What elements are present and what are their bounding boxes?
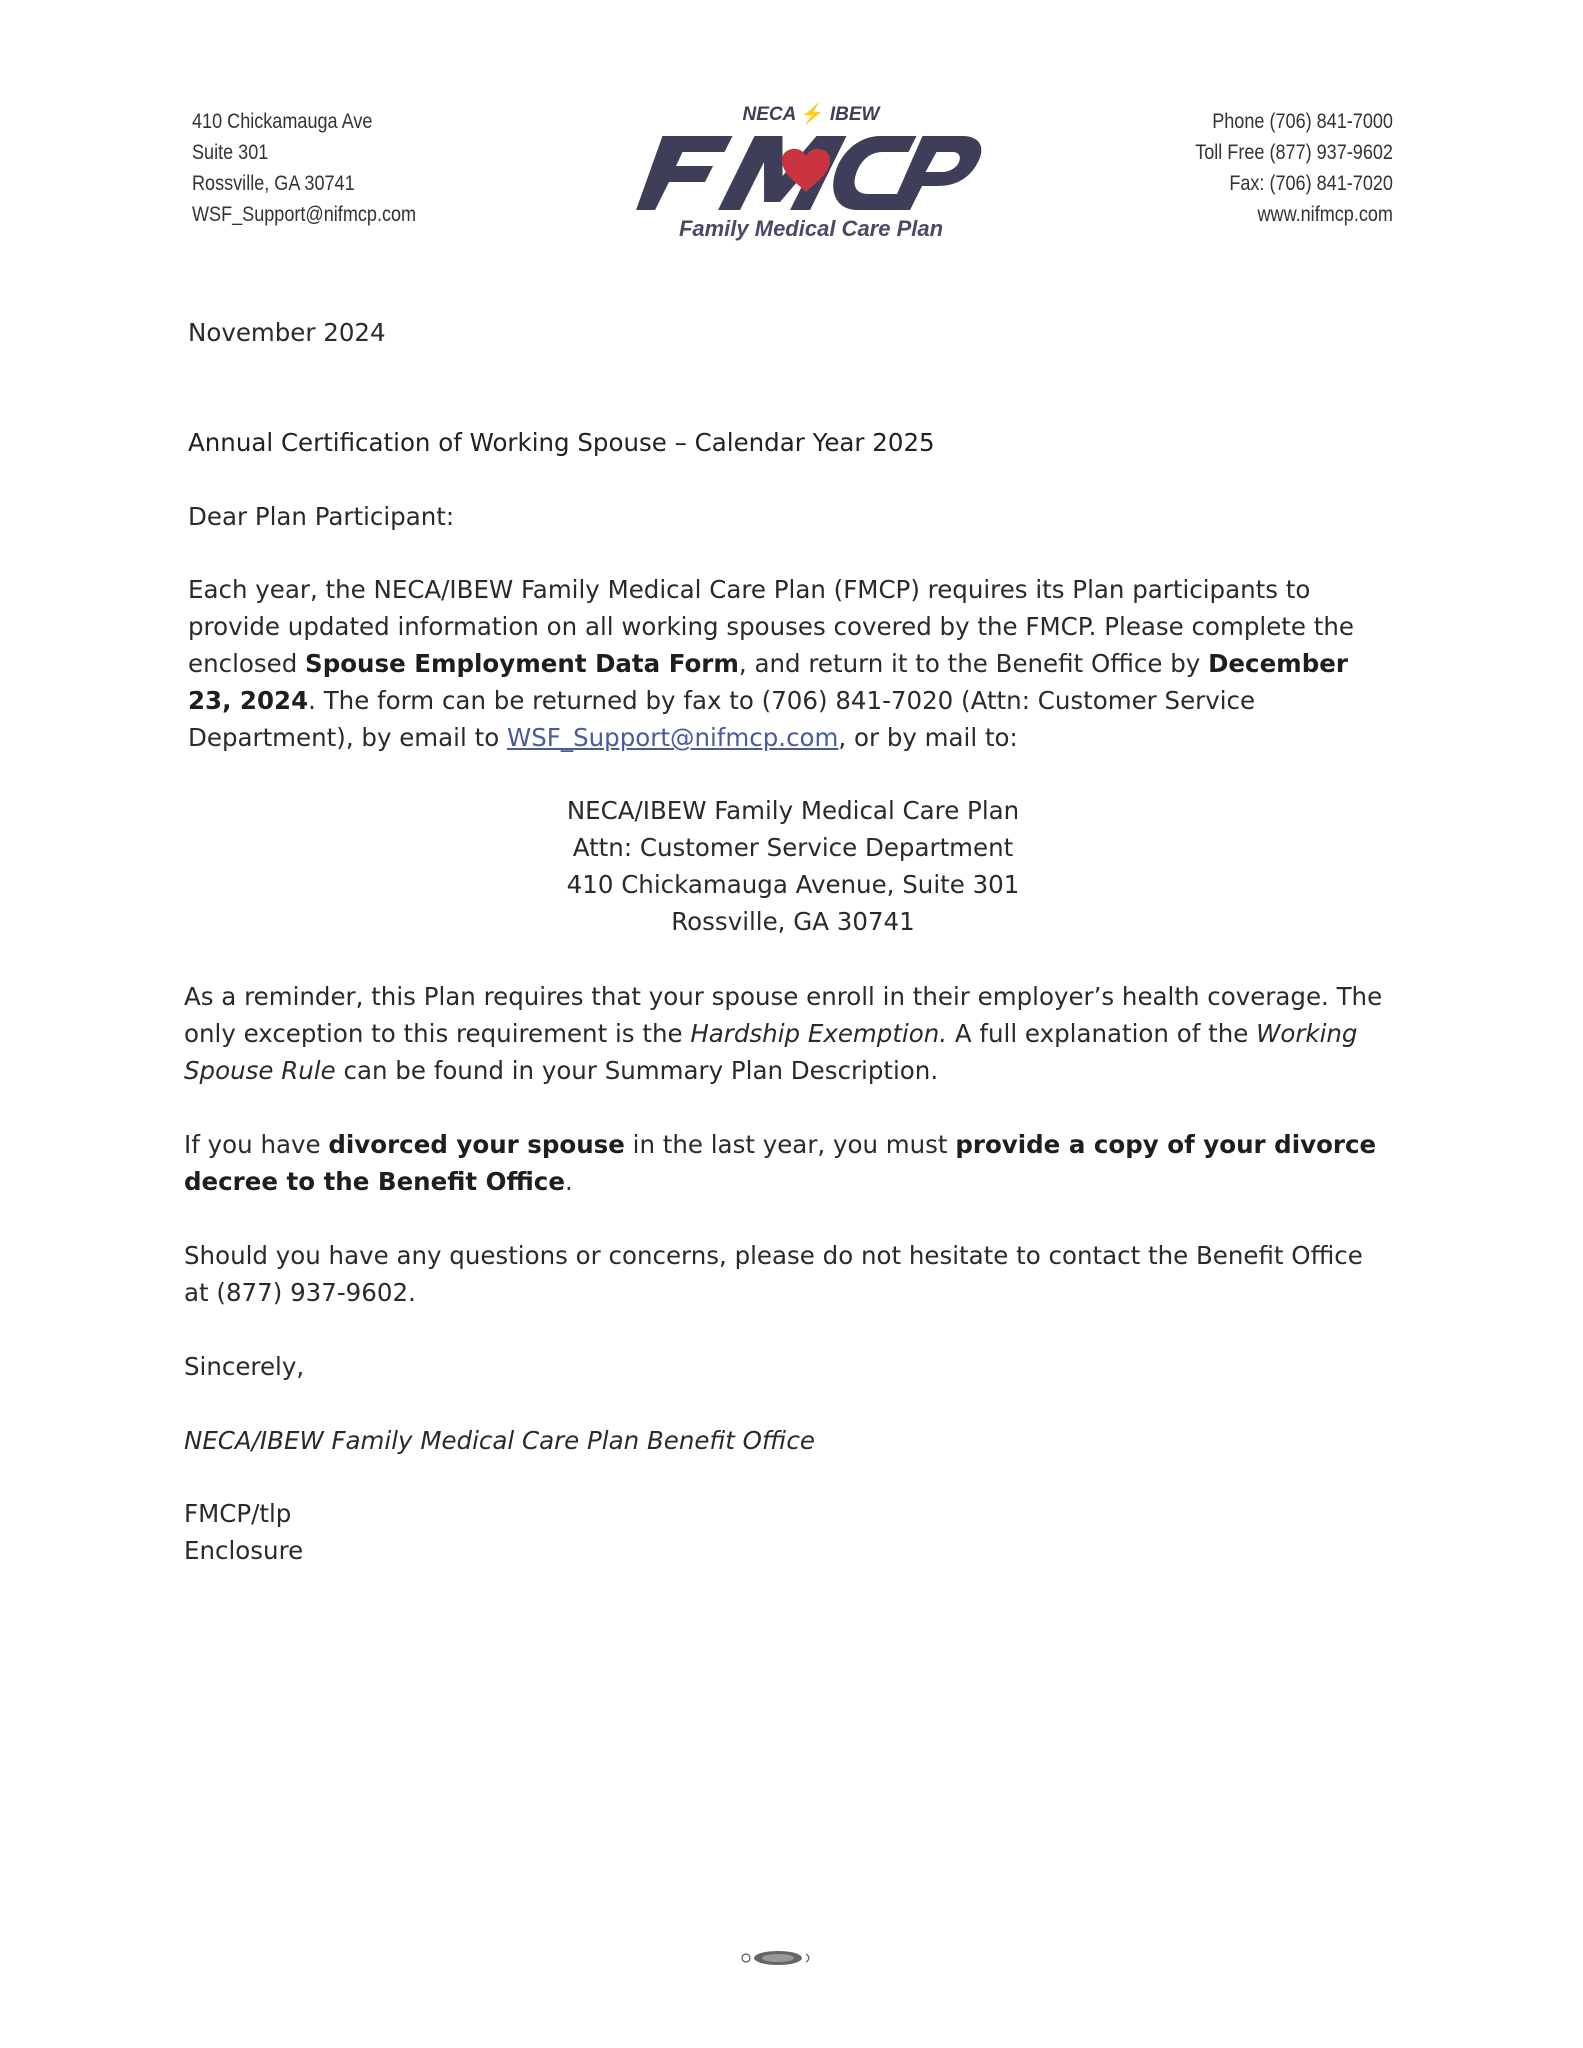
divorce-decree-requirement: provide a copy of your divorce decree to the Benefit Office <box>184 1130 1377 1196</box>
mailing-address-line-2: Attn: Customer Service Department <box>572 833 1014 862</box>
p1-text-1: Each year, the NECA/IBEW Family Medical Care Plan (FMCP) requires its Plan participants to provide updated information on all working spouses covered by the FMCP. Please complete the enclosed <box>188 575 1354 678</box>
address-line-2: Suite 301 <box>192 141 269 164</box>
working-spouse-rule: Working Spouse Rule <box>184 1019 1358 1085</box>
mailing-address-line-1: NECA/IBEW Family Medical Care Plan <box>566 796 1020 825</box>
contact-fax: Fax: (706) 841-7020 <box>1229 172 1393 195</box>
union-label-icon <box>740 1948 820 1968</box>
p1-text-4: , or by mail to: <box>838 723 1018 752</box>
p2-text-3: can be found in your Summary Plan Description. <box>335 1056 939 1085</box>
p1-text-3: . The form can be returned by fax to (706) 841-7020 (Attn: Customer Service Department), by email to <box>188 686 1256 752</box>
paragraph-divorce <box>184 1126 1394 1200</box>
paragraph-instructions <box>188 571 1398 756</box>
letterhead-contact <box>1195 106 1393 230</box>
p2-text-2: A full explanation of the <box>947 1019 1257 1048</box>
letter-initials: FMCP/tlp <box>184 1499 292 1528</box>
p2-text-1: As a reminder, this Plan requires that your spouse enroll in their employer’s health coverage. The only exception to this requirement is the <box>184 982 1383 1048</box>
deadline-date: December 23, 2024 <box>188 649 1348 715</box>
p3-text-2: in the last year, you must <box>624 1130 956 1159</box>
letter-closing: Sincerely, <box>184 1352 305 1381</box>
letter-initials-block <box>184 1495 1394 1569</box>
p1-text-2: , and return it to the Benefit Office by <box>738 649 1209 678</box>
hardship-exemption: Hardship Exemption. <box>690 1019 948 1048</box>
letter-enclosure: Enclosure <box>184 1536 304 1565</box>
address-line-1: 410 Chickamauga Ave <box>192 110 373 133</box>
logo-fmcp-wordmark <box>636 130 986 216</box>
letter-date: November 2024 <box>188 318 386 347</box>
mailing-address-line-4: Rossville, GA 30741 <box>671 907 915 936</box>
p3-text-3: . <box>564 1167 573 1196</box>
form-name: Spouse Employment Data Form <box>305 649 739 678</box>
contact-phone: Phone (706) 841-7000 <box>1212 110 1393 133</box>
divorced-spouse: divorced your spouse <box>328 1130 625 1159</box>
address-line-3: Rossville, GA 30741 <box>192 172 355 195</box>
support-email-link[interactable]: WSF_Support@nifmcp.com <box>506 723 839 752</box>
mailing-address <box>400 792 1186 940</box>
letter-salutation: Dear Plan Participant: <box>188 502 455 531</box>
letter-signature: NECA/IBEW Family Medical Care Plan Benefit Office <box>184 1426 815 1455</box>
fmcp-logo <box>636 102 986 252</box>
letterhead-address <box>192 106 416 230</box>
contact-website: www.nifmcp.com <box>1257 203 1393 226</box>
logo-tagline: Family Medical Care Plan <box>678 216 944 241</box>
mailing-address-line-3: 410 Chickamauga Avenue, Suite 301 <box>566 870 1020 899</box>
address-email: WSF_Support@nifmcp.com <box>192 203 417 226</box>
logo-ibew-text: IBEW <box>829 104 880 125</box>
contact-toll-free: Toll Free (877) 937-9602 <box>1195 141 1393 164</box>
paragraph-reminder <box>184 978 1394 1089</box>
logo-neca-text: NECA <box>742 104 796 125</box>
lightning-bolt-icon: ⚡ <box>800 104 825 125</box>
letter-subject: Annual Certification of Working Spouse – Calendar Year 2025 <box>188 428 935 457</box>
logo-neca-ibew <box>636 102 986 126</box>
p3-text-1: If you have <box>184 1130 329 1159</box>
paragraph-contact: Should you have any questions or concerns, please do not hesitate to contact the Benefit Office at (877) 937-9602. <box>184 1241 1363 1307</box>
